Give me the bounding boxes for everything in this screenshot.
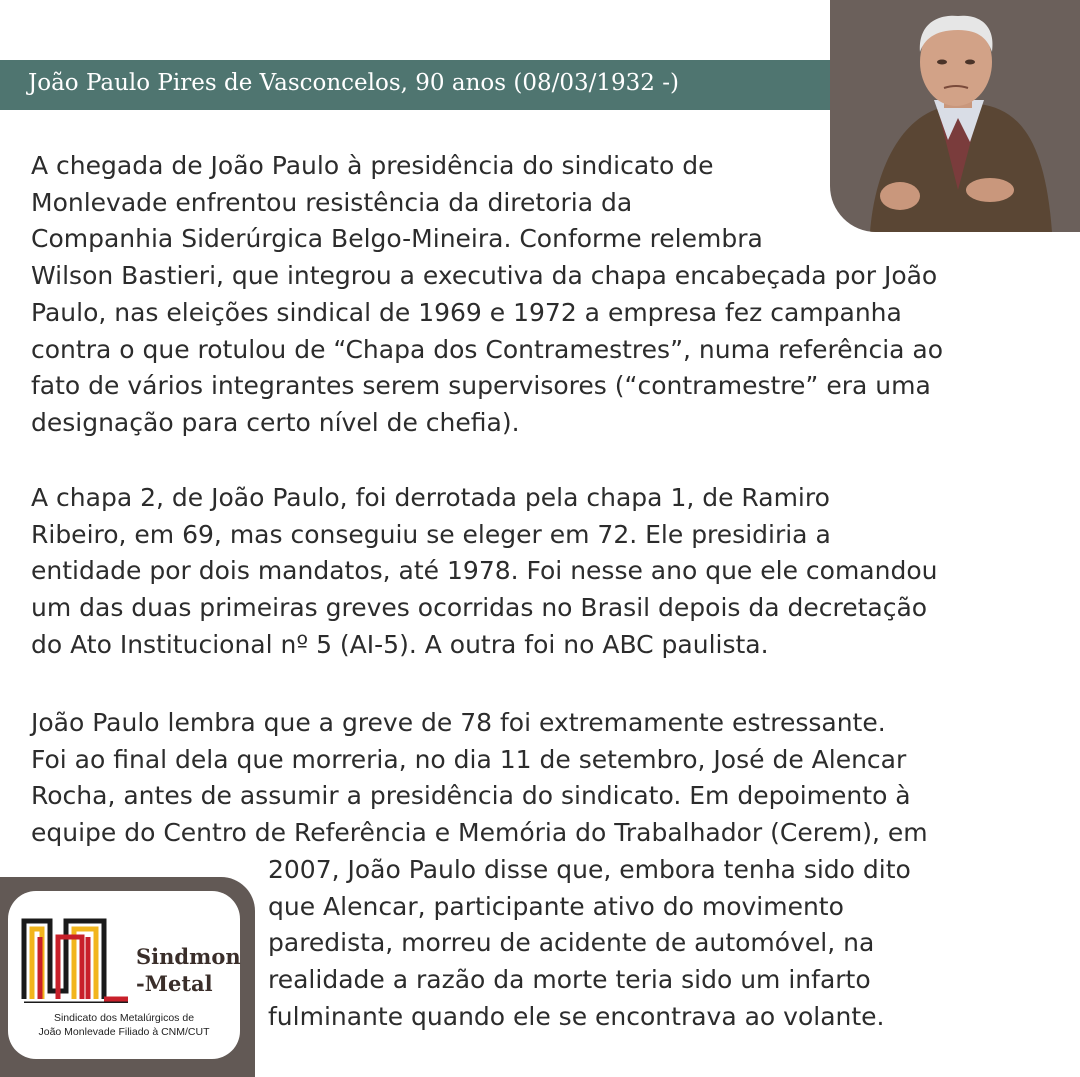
paragraph-line: contra o que rotulou de “Chapa dos Contramestres”, numa referência ao	[31, 334, 944, 364]
logo-name-line2: -Metal	[136, 971, 213, 996]
paragraph-line: designação para certo nível de chefia).	[31, 407, 520, 437]
paragraph-line: 2007, João Paulo disse que, embora tenha sido dito	[268, 855, 911, 884]
paragraph-4	[268, 852, 911, 1036]
sindmon-logo-icon	[20, 911, 132, 1003]
title-bar	[0, 60, 830, 110]
logo-caption	[8, 1011, 240, 1039]
paragraph-line: fato de vários integrantes serem supervisores (“contramestre” era uma	[31, 371, 931, 401]
paragraph-line: A chapa 2, de João Paulo, foi derrotada pela chapa 1, de Ramiro	[31, 483, 830, 512]
paragraph-line: Companhia Siderúrgica Belgo-Mineira. Conforme relembra	[31, 224, 763, 254]
logo-caption-line2: João Monlevade Filiado à CNM/CUT	[38, 1026, 210, 1038]
paragraph-line: fulminante quando ele se encontrava ao volante.	[268, 1001, 885, 1031]
page-title: João Paulo Pires de Vasconcelos, 90 anos (08/03/1932 -)	[28, 70, 679, 96]
paragraph-line: paredista, morreu de acidente de automóvel, na	[268, 928, 875, 958]
paragraph-line: que Alencar, participante ativo do movimento	[268, 891, 844, 921]
logo-card	[8, 891, 240, 1059]
paragraph-line: Wilson Bastieri, que integrou a executiva da chapa encabeçada por João	[31, 261, 938, 291]
paragraph-line: Monlevade enfrentou resistência da diretoria da	[31, 187, 633, 217]
paragraph-line: entidade por dois mandatos, até 1978. Foi nesse ano que ele comandou	[31, 556, 938, 586]
logo-panel	[0, 877, 255, 1077]
logo-name-line1: Sindmon	[136, 944, 241, 969]
paragraph-line: do Ato Institucional nº 5 (AI-5). A outra foi no ABC paulista.	[31, 629, 769, 659]
paragraph-line: João Paulo lembra que a greve de 78 foi extremamente estressante.	[31, 708, 886, 737]
paragraph-line: equipe do Centro de Referência e Memória do Trabalhador (Cerem), em	[31, 818, 928, 848]
paragraph-1	[31, 148, 943, 442]
logo-wordmark	[136, 943, 241, 997]
paragraph-line: Foi ao final dela que morreria, no dia 11 de setembro, José de Alencar	[31, 744, 907, 774]
paragraph-line: Rocha, antes de assumir a presidência do sindicato. Em depoimento à	[31, 781, 911, 811]
paragraph-2	[31, 480, 937, 664]
paragraph-3	[31, 705, 928, 852]
paragraph-line: A chegada de João Paulo à presidência do sindicato de	[31, 151, 714, 180]
paragraph-line: um das duas primeiras greves ocorridas no Brasil depois da decretação	[31, 593, 928, 623]
paragraph-line: realidade a razão da morte teria sido um infarto	[268, 965, 871, 995]
logo-caption-line1: Sindicato dos Metalúrgicos de	[53, 1012, 195, 1024]
paragraph-line: Ribeiro, em 69, mas conseguiu se eleger em 72. Ele presidiria a	[31, 519, 831, 549]
paragraph-line: Paulo, nas eleições sindical de 1969 e 1972 a empresa fez campanha	[31, 297, 902, 327]
